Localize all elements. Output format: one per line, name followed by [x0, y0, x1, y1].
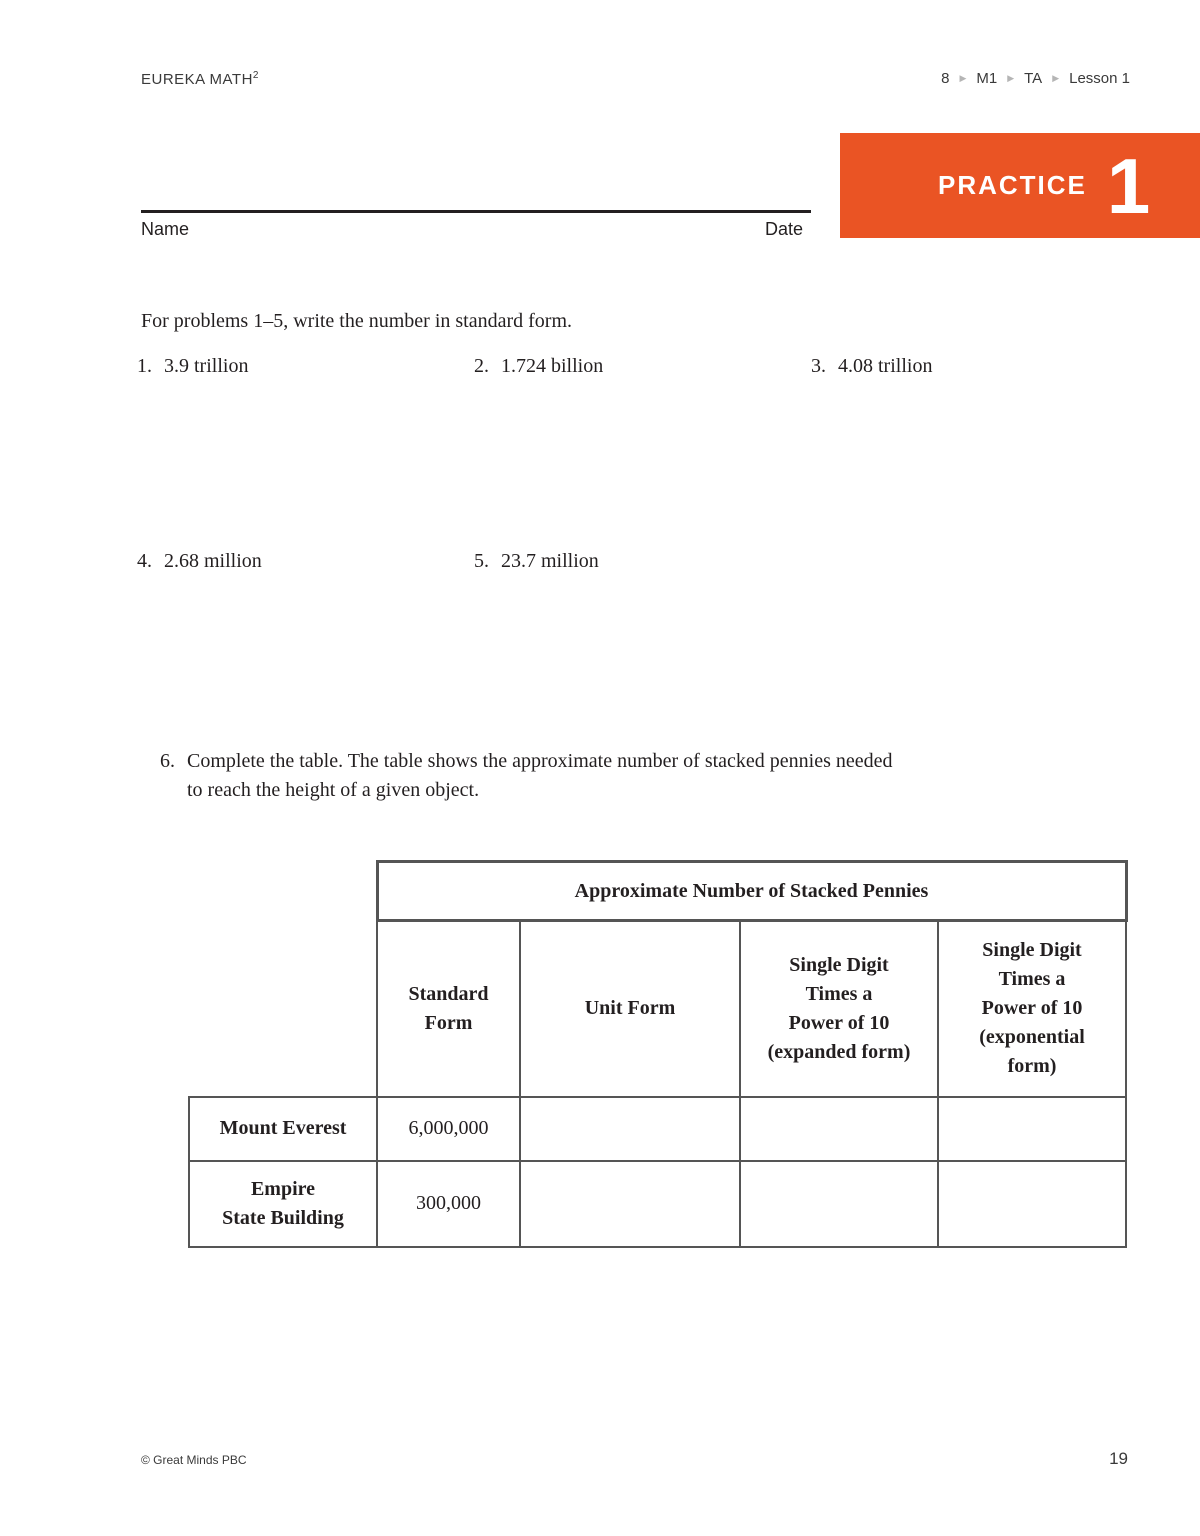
cell-standard-form: 300,000 [377, 1161, 520, 1247]
table-row [189, 1097, 1126, 1161]
table-title: Approximate Number of Stacked Pennies [377, 862, 1126, 921]
table-title-row [189, 862, 1126, 921]
problem-5 [455, 550, 599, 573]
name-date-line[interactable] [141, 210, 811, 213]
cell-standard-form: 6,000,000 [377, 1097, 520, 1161]
problem-6-line-1: Complete the table. The table shows the approximate number of stacked pennies needed [187, 750, 893, 772]
chevron-right-icon: ▶ [959, 73, 967, 83]
cell-expanded-form-input[interactable] [740, 1161, 938, 1247]
column-header-exponential-form: Single Digit Times a Power of 10 (exponential form) [938, 921, 1126, 1097]
chevron-right-icon: ▶ [1007, 73, 1015, 83]
problem-text: 3.9 trillion [164, 355, 249, 377]
instructions: For problems 1–5, write the number in standard form. [141, 310, 573, 332]
date-label: Date [765, 219, 804, 239]
brand-logo [141, 70, 259, 88]
breadcrumb-grade: 8 [941, 70, 950, 87]
problem-3 [792, 355, 932, 378]
column-header-standard-form: Standard Form [377, 921, 520, 1097]
practice-banner [840, 133, 1200, 238]
pennies-table [188, 860, 1128, 1248]
problem-text: 4.08 trillion [838, 355, 933, 377]
problem-number: 4. [137, 550, 152, 572]
cell-exponential-form-input[interactable] [938, 1161, 1126, 1247]
problem-6-line-2: to reach the height of a given object. [187, 779, 480, 801]
problem-number: 5. [474, 550, 489, 572]
breadcrumb-lesson: Lesson 1 [1069, 70, 1130, 87]
table-corner-cell [189, 862, 377, 1097]
problem-6 [150, 747, 1070, 805]
problem-number: 1. [137, 355, 152, 377]
page-number: 19 [1109, 1449, 1128, 1468]
brand-superscript: 2 [252, 70, 259, 81]
problem-4 [118, 550, 262, 573]
cell-unit-form-input[interactable] [520, 1097, 740, 1161]
cell-expanded-form-input[interactable] [740, 1097, 938, 1161]
problem-6-text [187, 747, 893, 805]
problem-text: 23.7 million [501, 550, 599, 572]
practice-number: 1 [1106, 141, 1151, 230]
problem-2 [455, 355, 603, 378]
problem-number: 2. [474, 355, 489, 377]
problem-number: 6. [160, 750, 175, 772]
column-header-expanded-form: Single Digit Times a Power of 10 (expanded form) [740, 921, 938, 1097]
copyright: © Great Minds PBC [141, 1453, 247, 1467]
breadcrumb-module: M1 [976, 70, 998, 87]
problem-text: 1.724 billion [501, 355, 604, 377]
practice-label: PRACTICE [938, 170, 1087, 200]
problem-number: 3. [811, 355, 826, 377]
table-row [189, 1161, 1126, 1247]
column-header-unit-form: Unit Form [520, 921, 740, 1097]
row-label-mount-everest: Mount Everest [189, 1097, 377, 1161]
row-label-empire-state-building: Empire State Building [189, 1161, 377, 1247]
problem-1 [118, 355, 248, 378]
breadcrumb [941, 70, 1130, 87]
cell-exponential-form-input[interactable] [938, 1097, 1126, 1161]
chevron-right-icon: ▶ [1052, 73, 1060, 83]
brand-name: EUREKA MATH [141, 71, 253, 88]
name-label: Name [141, 219, 190, 239]
breadcrumb-topic: TA [1024, 70, 1043, 87]
cell-unit-form-input[interactable] [520, 1161, 740, 1247]
problem-text: 2.68 million [164, 550, 262, 572]
